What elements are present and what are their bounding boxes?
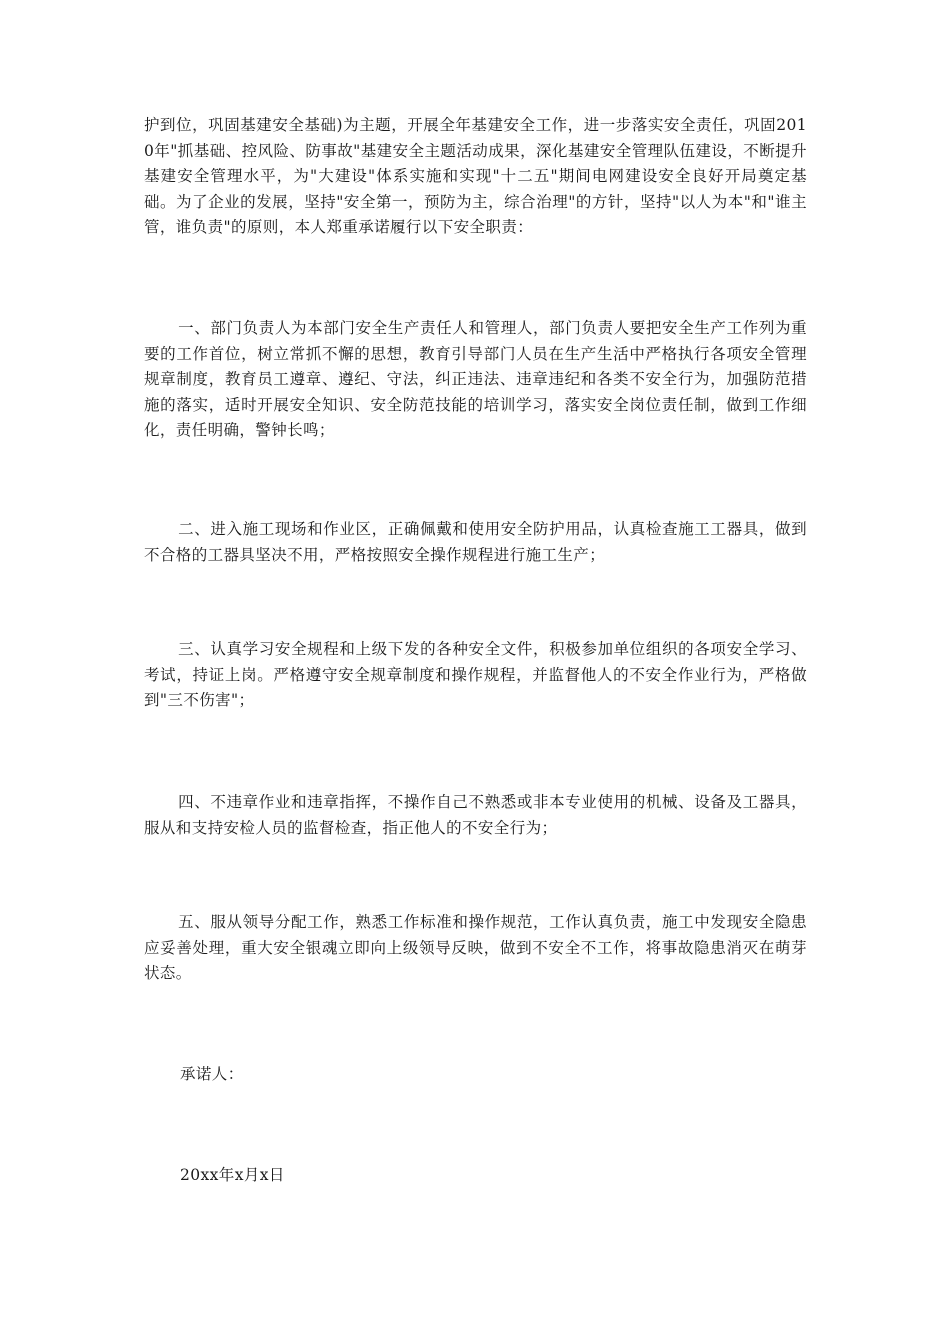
intro-paragraph: 护到位，巩固基建安全基础)为主题，开展全年基建安全工作，进一步落实安全责任，巩固2010年"抓基础、控风险、防事故"基建安全主题活动成果，深化基建安全管理队伍建设，不断提升基建安全管理水平，为"大建设"体系实施和实现"十二五"期间电网建设安全良好开局奠定基础。为了企业的发展，坚持"安全第一，预防为主，综合治理"的方针，坚持"以人为本"和"谁主管，谁负责"的原则，本人郑重承诺履行以下安全职责： (144, 116, 807, 237)
promisor-label: 承诺人： (180, 1065, 244, 1083)
duty-item-5: 五、服从领导分配工作，熟悉工作标准和操作规范，工作认真负责，施工中发现安全隐患应妥善处理，重大安全银魂立即向上级领导反映，做到不安全不工作，将事故隐患消灭在萌芽状态。 (144, 913, 807, 983)
duty-item-1: 一、部门负责人为本部门安全生产责任人和管理人，部门负责人要把安全生产工作列为重要的工作首位，树立常抓不懈的思想，教育引导部门人员在生产生活中严格执行各项安全管理规章制度，教育员工遵章、遵纪、守法，纠正违法、违章违纪和各类不安全行为，加强防范措施的落实，适时开展安全知识、安全防范技能的培训学习，落实安全岗位责任制，做到工作细化，责任明确，警钟长鸣； (144, 319, 807, 440)
duty-item-3: 三、认真学习安全规程和上级下发的各种安全文件，积极参加单位组织的各项安全学习、考试，持证上岗。严格遵守安全规章制度和操作规程，并监督他人的不安全作业行为，严格做到"三不伤害"； (144, 640, 807, 710)
duty-item-2: 二、进入施工现场和作业区，正确佩戴和使用安全防护用品，认真检查施工工器具，做到不合格的工器具坚决不用，严格按照安全操作规程进行施工生产； (144, 520, 807, 564)
sign-date: 20xx年x月x日 (180, 1166, 285, 1184)
duty-item-4: 四、不违章作业和违章指挥，不操作自己不熟悉或非本专业使用的机械、设备及工器具，服从和支持安检人员的监督检查，指正他人的不安全行为； (144, 793, 807, 837)
